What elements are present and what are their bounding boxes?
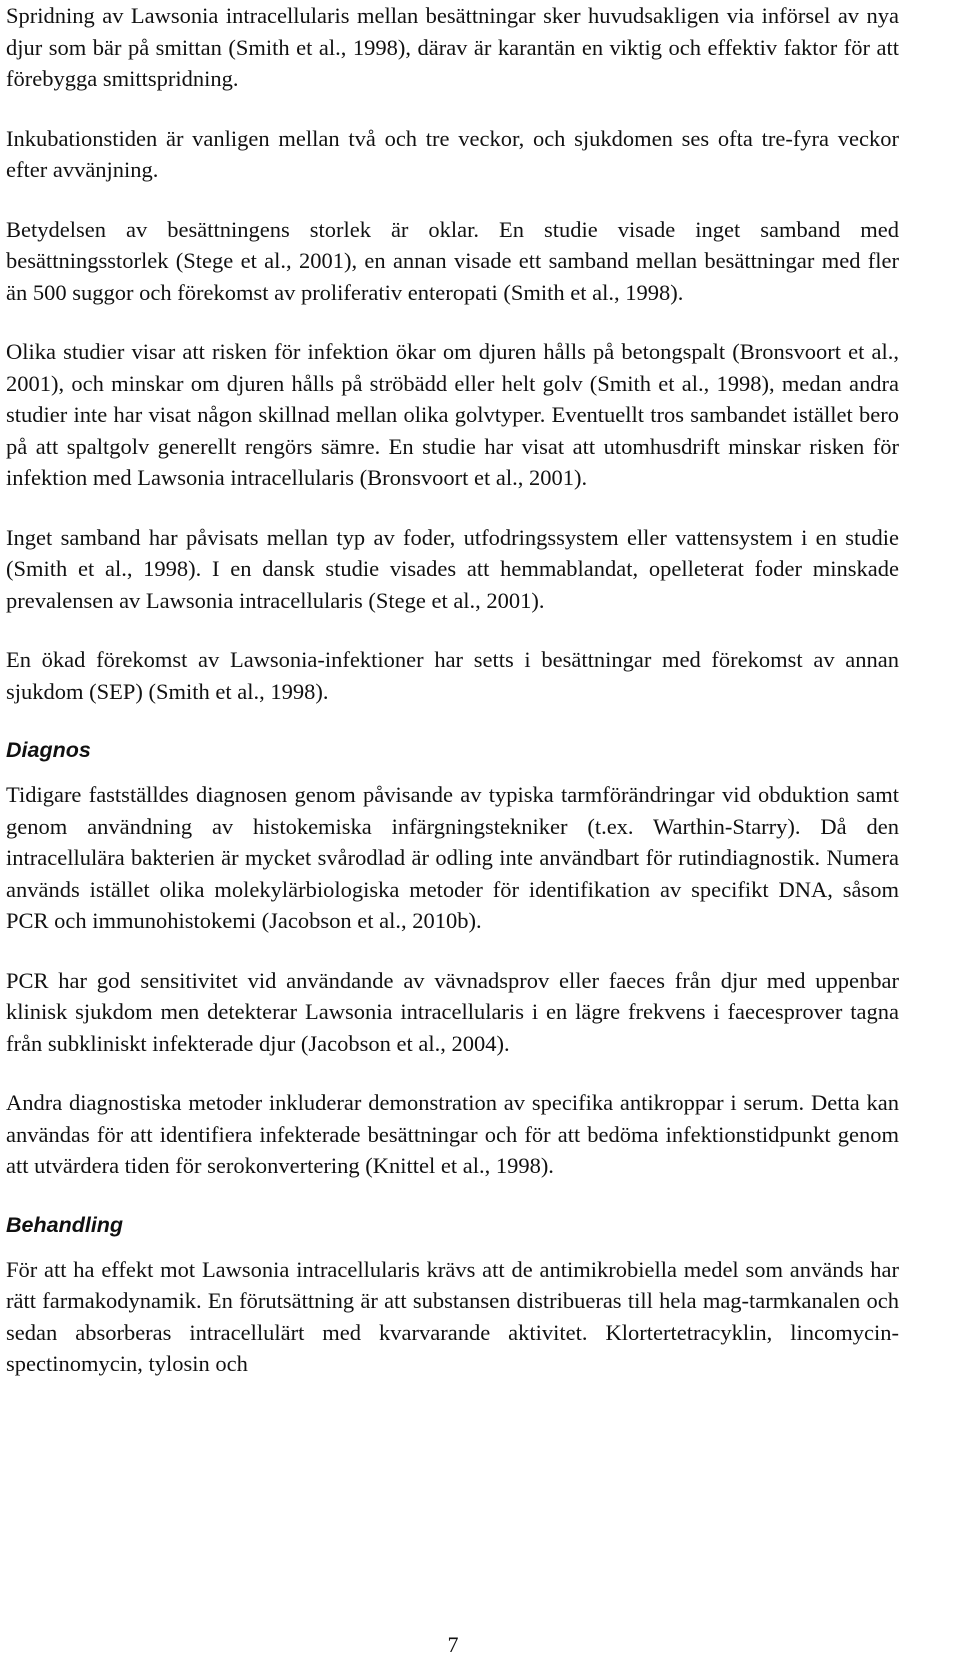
paragraph-besattningsstorlek: Betydelsen av besättningens storlek är oklar. En studie visade inget samband med besättningsstorlek (Stege et al., 2001), en annan visade ett samband mellan besättningar med fler än 500 suggor och förekomst av proliferativ enteropati (Smith et al., 1998).: [6, 216, 899, 305]
paragraph-diagnos-pcr: PCR har god sensitivitet vid användande av vävnadsprov eller faeces från djur med uppenbar klinisk sjukdom men detekterar Lawsonia intracellularis i en lägre frekvens i faecesprover tagna från subkliniskt infekterade djur (Jacobson et al., 2004).: [6, 967, 899, 1056]
paragraph-golvtyper: Olika studier visar att risken för infektion ökar om djuren hålls på betongspalt (Bronsvoort et al., 2001), och minskar om djuren hålls på ströbädd eller helt golv (Smith et al., 1998), medan andra studier inte har visat någon skillnad mellan olika golvtyper. Eventuellt tros sambandet istället bero på att spaltgolv generellt rengörs sämre. En studie har visat att utomhusdrift minskar risken för infektion med Lawsonia intracellularis (Bronsvoort et al., 2001).: [6, 339, 899, 490]
page-number: 7: [447, 1632, 459, 1657]
paragraph-spridning: Spridning av Lawsonia intracellularis mellan besättningar sker huvudsakligen via införsel av nya djur som bär på smittan (Smith et al., 1998), därav är karantän en viktig och effektiv faktor för att förebygga smittspridning.: [6, 3, 899, 91]
paragraph-annan-sjukdom: En ökad förekomst av Lawsonia-infektioner har setts i besättningar med förekomst av annan sjukdom (SEP) (Smith et al., 1998).: [6, 647, 899, 704]
section-heading-behandling: Behandling: [6, 1212, 124, 1237]
paragraph-foder: Inget samband har påvisats mellan typ av foder, utfodringssystem eller vattensystem i en studie (Smith et al., 1998). I en dansk studie visades att hemmablandat, opelleterat foder minskade prevalensen av Lawsonia intracellularis (Stege et al., 2001).: [6, 524, 899, 613]
page-body: [6, 0, 899, 1380]
paragraph-behandling: För att ha effekt mot Lawsonia intracellularis krävs att de antimikrobiella medel som används har rätt farmakodynamik. En förutsättning är att substansen distribueras till hela mag-tarmkanalen och sedan absorberas intracellulärt med kvarvarande aktivitet. Klortertetracyklin, lincomycin-spectinomycin, tylosin och: [6, 1256, 899, 1376]
paragraph-diagnos-historik: Tidigare fastställdes diagnosen genom påvisande av typiska tarmförändringar vid obduktion samt genom användning av histokemiska infärgningstekniker (t.ex. Warthin-Starry). Då den intracellulära bakterien är mycket svårodlad är odling inte användbart för rutindiagnostik. Numera används istället olika molekylärbiologiska metoder för identifikation av specifikt DNA, såsom PCR och immunohistokemi (Jacobson et al., 2010b).: [6, 782, 899, 933]
paragraph-inkubationstid: Inkubationstiden är vanligen mellan två och tre veckor, och sjukdomen ses ofta tre-fyra veckor efter avvänjning.: [6, 125, 899, 182]
paragraph-diagnos-serologi: Andra diagnostiska metoder inkluderar demonstration av specifika antikroppar i serum. Detta kan användas för att identifiera infekterade besättningar och för att bedöma infektionstidpunkt genom att utvärdera tiden för serokonvertering (Knittel et al., 1998).: [6, 1090, 899, 1178]
section-heading-diagnos: Diagnos: [6, 738, 91, 762]
